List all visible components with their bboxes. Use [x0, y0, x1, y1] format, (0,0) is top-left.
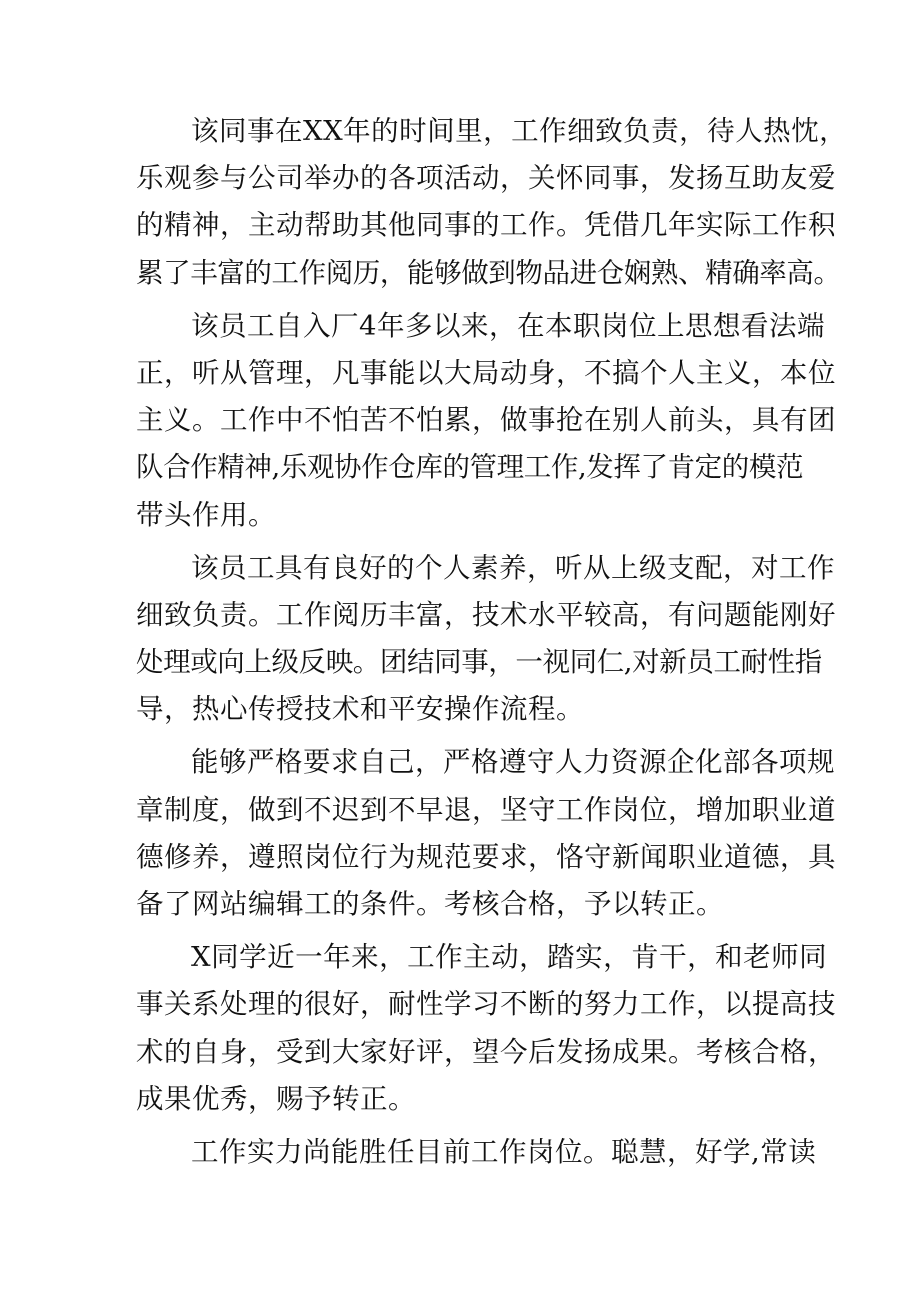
- paragraph-6: [136, 1129, 817, 1176]
- paragraph-2: [136, 303, 836, 539]
- paragraph-line: 的精神，主动帮助其他同事的工作。凭借几年实际工作积: [136, 209, 836, 242]
- paragraph-line: 术的自身，受到大家好评，望今后发扬成果。考核合格，: [136, 1035, 836, 1068]
- paragraph-line: 细致负责。工作阅历丰富，技术水平较高，有问题能刚好: [136, 598, 836, 631]
- paragraph-line: 备了网站编辑工的条件。考核合格，予以转正。: [136, 888, 724, 920]
- paragraph-1: [136, 108, 848, 297]
- paragraph-line: 德修养，遵照岗位行为规范要求，恪守新闻职业道德，具: [136, 840, 836, 873]
- paragraph-line: 章制度，做到不迟到不早退，坚守工作岗位，增加职业道: [136, 793, 836, 826]
- paragraph-line: 能够严格要求自己，严格遵守人力资源企化部各项规: [191, 746, 835, 779]
- paragraph-line: 事关系处理的很好，耐性学习不断的努力工作，以提高技: [136, 988, 836, 1021]
- paragraph-line: 处理或向上级反映。团结同事，一视同仁,对新员工耐性指: [136, 646, 822, 679]
- paragraph-line: 导，热心传授技术和平安操作流程。: [136, 693, 584, 726]
- document-body: [136, 108, 848, 1182]
- paragraph-line: X同学近一年来，工作主动，踏实，肯干，和老师同: [191, 941, 828, 974]
- paragraph-line: 带头作用。: [136, 498, 276, 531]
- paragraph-line: 队合作精神,乐观协作仓库的管理工作,发挥了肯定的模范: [136, 451, 804, 484]
- paragraph-line: 正，听从管理，凡事能以大局动身，不搞个人主义，本位: [136, 356, 836, 389]
- paragraph-line: 乐观参与公司举办的各项活动，关怀同事，发扬互助友爱: [136, 162, 836, 195]
- paragraph-line: 主义。工作中不怕苦不怕累，做事抢在别人前头，具有团: [136, 404, 836, 437]
- paragraph-4: [136, 739, 836, 928]
- paragraph-line: 成果优秀，赐予转正。: [136, 1082, 416, 1115]
- paragraph-5: [136, 934, 836, 1123]
- paragraph-line: 该员工具有良好的个人素养，听从上级支配，对工作: [191, 551, 835, 584]
- paragraph-line: 该员工自入厂4年多以来，在本职岗位上思想看法端: [191, 309, 825, 342]
- paragraph-line: 该同事在XX年的时间里，工作细致负责，待人热忱，: [191, 115, 848, 147]
- paragraph-line: 工作实力尚能胜任目前工作岗位。聪慧，好学,常读: [191, 1135, 817, 1168]
- paragraph-3: [136, 545, 836, 734]
- paragraph-line: 累了丰富的工作阅历，能够做到物品进仓娴熟、精确率高。: [136, 256, 841, 289]
